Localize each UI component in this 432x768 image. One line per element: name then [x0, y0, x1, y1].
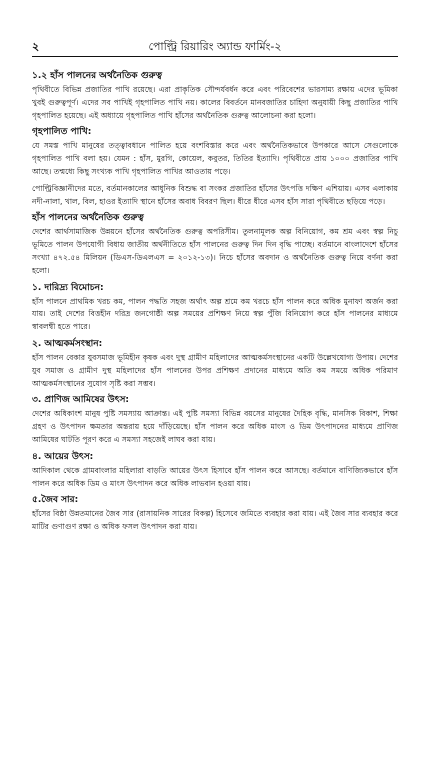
section-paragraph: আদিকাল থেকে গ্রামবাংলার মহিলারা বাড়তি আয়ের উৎস হিসাবে হাঁস পালন করে আসছে। বর্তমানে বাণিজ্যিকভাবে হাঁস পালন করে অধিক ডিম ও মাংস উৎপাদন করে অধিক লাভবান হওয়া যায়। — [32, 465, 398, 488]
section-self-employment — [32, 338, 398, 390]
page-header — [32, 38, 398, 57]
section-heading: ৪. আয়ের উৎস: — [32, 451, 94, 462]
section-organic-fertilizer — [32, 494, 398, 534]
running-title: পোল্ট্রি রিয়ারিং অ্যান্ড ফার্মিং-২ — [148, 40, 282, 53]
section-paragraph: দেশের আর্থসামাজিক উন্নয়নে হাঁসের অর্থনৈতিক গুরুত্ব অপরিসীম। তুলনামূলক অল্প বিনিয়োগ, কম শ্রম এবং স্বল্প নিচু ভূমিতে পালন উপযোগী বিধায় জাতীয় অর্থনীতিতে হাঁস পালনের গুরুত্ব দিন দিন বৃদ্ধি পাচ্ছে। বর্তমানে বাংলাদেশে হাঁসের সংখ্যা ৪৭২.৫৪ মিলিয়ন (ডিএস-ডিএলএস = ২০১২-১৩)। নিচে হাঁসের অবদান ও অর্থনৈতিক গুরুত্ব নিয়ে বর্ণনা করা হলো। — [32, 227, 398, 275]
page-number: ২ — [32, 40, 40, 53]
section-heading: হাঁস পালনের অর্থনৈতিক গুরুত্ব — [32, 213, 144, 224]
section-animal-protein — [32, 394, 398, 446]
section-duck-origin — [32, 183, 398, 209]
section-paragraph: হাঁস পালন বেকার যুবসমাজ ভূমিহীন কৃষক এবং দুস্থ গ্রামীণ মহিলাদের আত্মকর্মসংস্থানের একটি উল্লেখযোগ্য উপায়। দেশের যুব সমাজ ও গ্রামীণ দুস্থ মহিলাদের হাঁস পালনের উপর প্রশিক্ষণ প্রদানের মাধ্যমে অতি কম সময়ে অধিক পরিমাণ আত্মকর্মসংস্থানের সুযোগ সৃষ্টি করা সম্ভব। — [32, 352, 398, 388]
page-content — [32, 70, 398, 538]
section-duck-economic-importance — [32, 212, 398, 277]
section-heading: ৫.জৈব সার: — [32, 495, 79, 506]
section-economic-importance-intro — [32, 70, 398, 122]
section-paragraph: দেশের অধিকাংশ মানুষ পুষ্টি সমস্যায় আক্রান্ত। এই পুষ্টি সমস্যা বিভিন্ন বয়সের মানুষের দৈহিক বৃদ্ধি, মানসিক বিকাশ, শিক্ষা গ্রহণ ও উৎপাদন ক্ষমতার অন্তরায় হয়ে দাঁড়িয়েছে। হাঁস পালন করে অধিক মাংস ও ডিম উৎপাদনের মাধ্যমে প্রাণিজ আমিষের ঘাটতি পূরণ করে এ সমস্যা সহজেই লাঘব করা যায়। — [32, 409, 398, 444]
section-heading: ৩. প্রাণিজ আমিষের উৎস: — [32, 395, 130, 406]
section-heading: ১. দারিদ্র্য বিমোচন: — [32, 282, 104, 293]
section-heading: ২. আত্মকর্মসংস্থান: — [32, 338, 103, 349]
section-income-source — [32, 451, 398, 491]
section-domestic-birds — [32, 126, 398, 178]
section-paragraph: হাঁসের বিষ্ঠা উন্নতমানের জৈব সার (রাসায়নিক সারের বিকল্প) হিসেবে জমিতে ব্যবহার করা যায়। এই জৈব সার ব্যবহার করে মাটির গুণাগুণ রক্ষা ও অধিক ফসল উৎপাদন করা যায়। — [32, 509, 398, 532]
section-paragraph: যে সমস্ত পাখি মানুষের তত্ত্বাবধানে পালিত হয়ে বংশবিস্তার করে এবং অর্থনৈতিকভাবে উপকারে আসে সেগুলোকে গৃহপালিত পাখি বলা হয়। যেমন : হাঁস, মুরগি, কোয়েল, কবুতর, তিতির ইত্যাদি। পৃথিবীতে প্রায় ১০০০ প্রজাতির পাখি আছে। তন্মধ্যে কিছু সংখ্যক পাখি গৃহপালিত পাখির আওতায় পড়ে। — [32, 141, 398, 176]
section-paragraph: হাঁস পালনে প্রাথমিক খরচ কম, পালন পদ্ধতি সহজ অর্থাৎ অল্প শ্রমে কম খরচে হাঁস পালন করে অধিক মুনাফা অর্জন করা যায়। তাই দেশের বিত্তহীন দরিদ্র জনগোষ্ঠী অল্প সময়ের প্রশিক্ষণ নিয়ে স্বল্প পুঁজি বিনিয়োগ করে হাঁস পালনের মাধ্যমে স্বাবলম্বী হতে পারে। — [32, 296, 398, 332]
section-paragraph: পৃথিবীতে বিভিন্ন প্রজাতির পাখি রয়েছে। এরা প্রাকৃতিক সৌন্দর্যবর্ধন করে এবং পরিবেশের ভারসাম্য রক্ষায় এদের ভূমিকা খুবই গুরুত্বপূর্ণ। এদের সব পাখিই গৃহপালিত পাখি নয়। কালের বিবর্তনে মানবজাতির চাহিদা অনুযায়ী কিছু প্রজাতির পাখি গৃহপালিত হয়েছে। এই অধ্যায়ে গৃহপালিত পাখি হাঁসের অর্থনৈতিক গুরুত্ব আলোচনা করা হলো। — [32, 85, 398, 120]
section-paragraph: পোল্ট্রিবিজ্ঞানীদের মতে, বর্তমানকালের আধুনিক বিশুদ্ধ বা সংকর প্রজাতির হাঁসের উৎপত্তি দক্ষিণ এশিয়ায়। এসব এলাকায় নদী-নালা, খাল, বিল, হাওর ইত্যাদি স্থানে হাঁসের অবাধ বিবরণ ছিল। ধীরে ধীরে এসব হাঁস সারা পৃথিবীতে ছড়িয়ে পড়ে। — [32, 183, 398, 206]
section-poverty-alleviation — [32, 282, 398, 334]
section-heading: গৃহপালিত পাখি: — [32, 127, 92, 138]
section-heading: ১.২ হাঁস পালনের অর্থনৈতিক গুরুত্ব — [32, 71, 162, 81]
